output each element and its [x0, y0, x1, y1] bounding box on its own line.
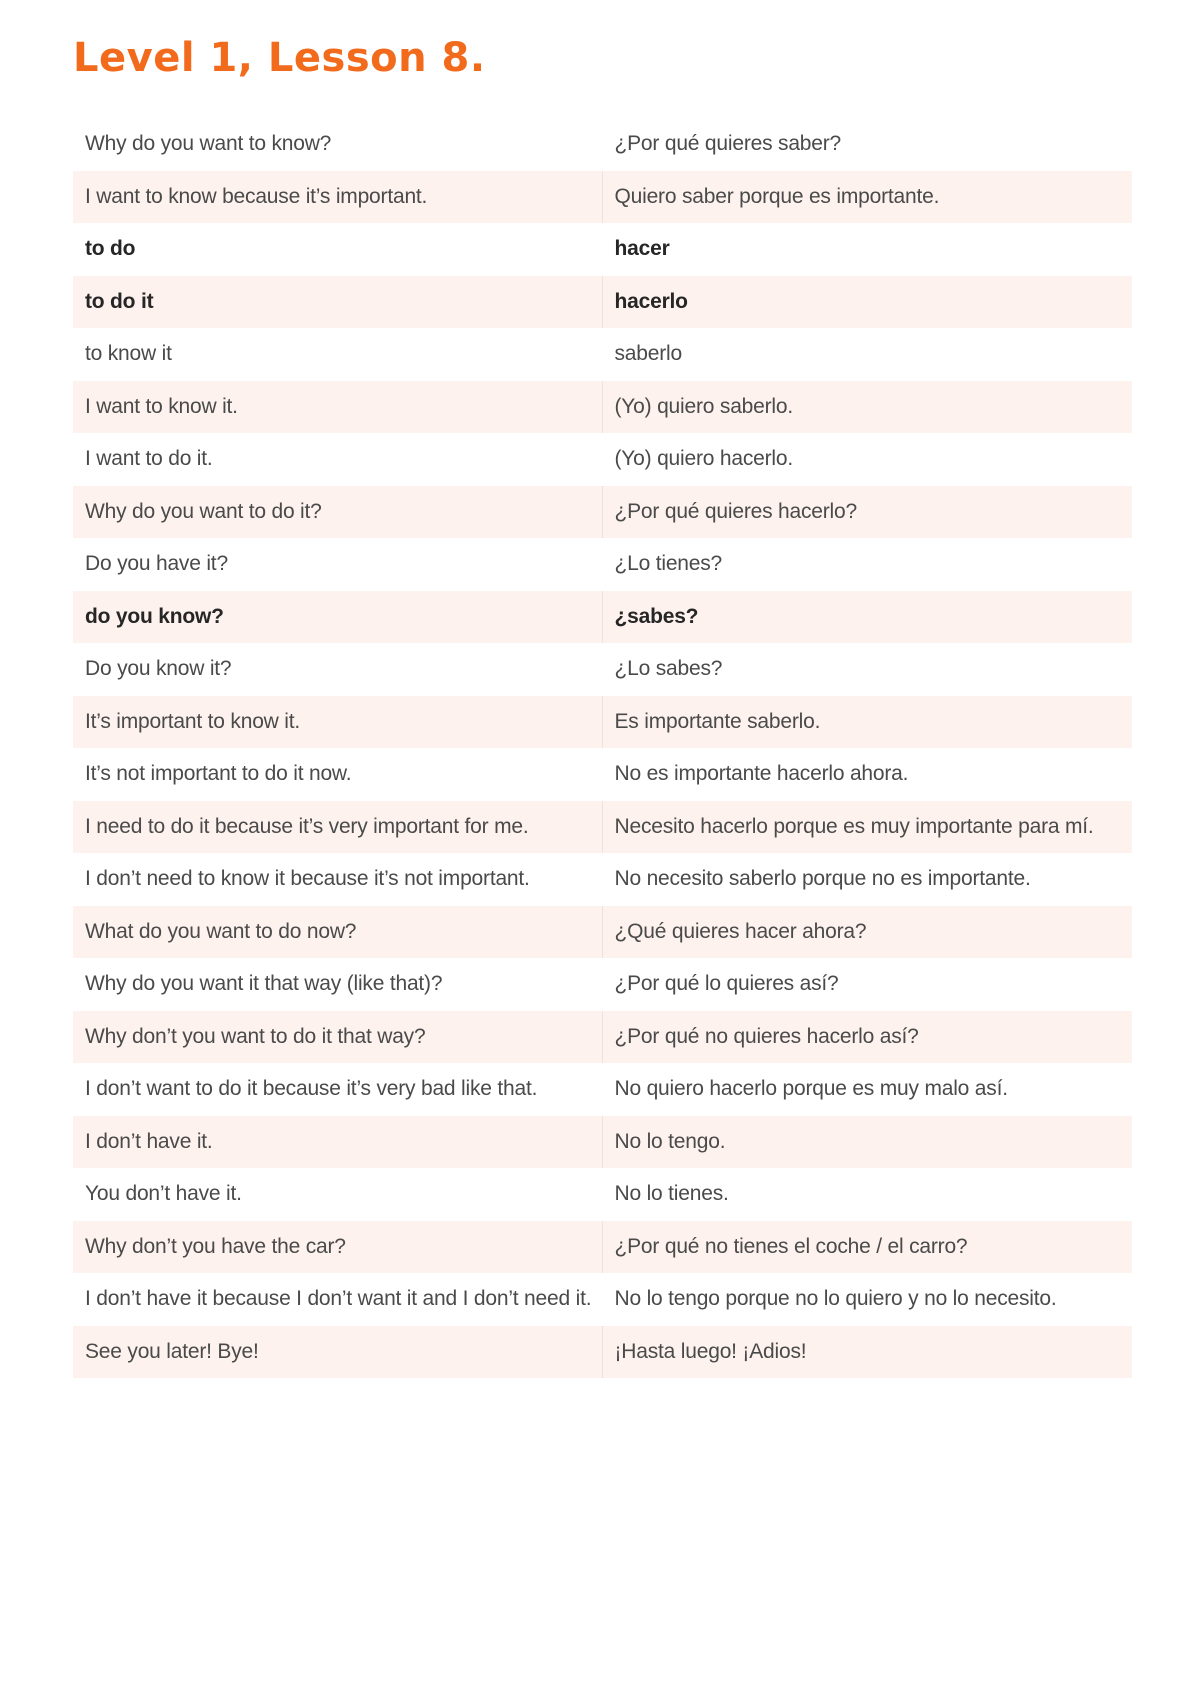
- table-row: [73, 591, 1132, 644]
- english-phrase: Do you know it?: [85, 657, 232, 681]
- english-phrase: Why do you want to know?: [85, 132, 332, 156]
- table-row: [73, 853, 1132, 906]
- spanish-phrase: Necesito hacerlo porque es muy importante para mí.: [602, 801, 1132, 854]
- table-row: [73, 1011, 1132, 1064]
- spanish-phrase: ¿Qué quieres hacer ahora?: [602, 906, 1132, 959]
- english-phrase: I want to do it.: [85, 447, 213, 471]
- spanish-phrase: ¿Por qué quieres hacerlo?: [602, 486, 1132, 539]
- english-phrase: It’s important to know it.: [73, 696, 602, 749]
- spanish-phrase: No lo tienes.: [602, 1168, 1132, 1221]
- spanish-phrase: ¿Por qué no quieres hacerlo así?: [602, 1011, 1132, 1064]
- table-row: [73, 486, 1132, 539]
- spanish-phrase: Es importante saberlo.: [602, 696, 1132, 749]
- spanish-phrase: No lo tengo porque no lo quiero y no lo necesito.: [602, 1273, 1132, 1326]
- table-row: [73, 328, 1132, 381]
- spanish-phrase: hacerlo: [602, 276, 1132, 329]
- english-phrase: to know it: [85, 342, 172, 366]
- table-row: [73, 958, 1132, 1011]
- english-phrase: I want to know it.: [73, 381, 602, 434]
- spanish-phrase: (Yo) quiero saberlo.: [602, 381, 1132, 434]
- spanish-phrase: ¿Por qué quieres saber?: [602, 118, 1132, 171]
- table-row: [73, 1168, 1132, 1221]
- spanish-phrase: Quiero saber porque es importante.: [602, 171, 1132, 224]
- table-row: [73, 1326, 1132, 1379]
- english-phrase: What do you want to do now?: [73, 906, 602, 959]
- english-phrase: It’s not important to do it now.: [85, 762, 352, 786]
- spanish-phrase: saberlo: [602, 328, 1132, 381]
- table-row: [73, 801, 1132, 854]
- spanish-phrase: No quiero hacerlo porque es muy malo así.: [602, 1063, 1132, 1116]
- table-row: [73, 1273, 1132, 1326]
- table-row: [73, 1221, 1132, 1274]
- english-phrase: Why do you want it that way (like that)?: [85, 972, 443, 996]
- table-row: [73, 118, 1132, 171]
- english-phrase: I want to know because it’s important.: [73, 171, 602, 224]
- english-phrase: Why don’t you have the car?: [73, 1221, 602, 1274]
- english-phrase: I don’t have it because I don’t want it and I don’t need it.: [85, 1287, 592, 1311]
- phrase-table: [73, 118, 1132, 1378]
- english-phrase: See you later! Bye!: [73, 1326, 602, 1379]
- page-title: Level 1, Lesson 8.: [73, 35, 486, 81]
- english-phrase: I don’t have it.: [73, 1116, 602, 1169]
- table-row: [73, 748, 1132, 801]
- spanish-phrase: No lo tengo.: [602, 1116, 1132, 1169]
- spanish-phrase: ¿Lo sabes?: [602, 643, 1132, 696]
- table-row: [73, 433, 1132, 486]
- phrase-table-body: [73, 118, 1132, 1378]
- english-phrase: Why don’t you want to do it that way?: [73, 1011, 602, 1064]
- table-row: [73, 696, 1132, 749]
- table-row: [73, 381, 1132, 434]
- english-phrase: I need to do it because it’s very important for me.: [73, 801, 602, 854]
- table-row: [73, 906, 1132, 959]
- spanish-phrase: ¿sabes?: [602, 591, 1132, 644]
- english-phrase: to do it: [73, 276, 602, 329]
- spanish-phrase: ¡Hasta luego! ¡Adios!: [602, 1326, 1132, 1379]
- spanish-phrase: ¿Por qué no tienes el coche / el carro?: [602, 1221, 1132, 1274]
- table-row: [73, 643, 1132, 696]
- english-phrase: to do: [85, 237, 136, 261]
- english-phrase: Why do you want to do it?: [73, 486, 602, 539]
- spanish-phrase: No es importante hacerlo ahora.: [602, 748, 1132, 801]
- english-phrase: do you know?: [73, 591, 602, 644]
- table-row: [73, 1116, 1132, 1169]
- english-phrase: You don’t have it.: [85, 1182, 242, 1206]
- english-phrase: I don’t want to do it because it’s very bad like that.: [85, 1077, 538, 1101]
- english-phrase: Do you have it?: [85, 552, 228, 576]
- spanish-phrase: No necesito saberlo porque no es importante.: [602, 853, 1132, 906]
- table-row: [73, 223, 1132, 276]
- spanish-phrase: ¿Por qué lo quieres así?: [602, 958, 1132, 1011]
- spanish-phrase: ¿Lo tienes?: [602, 538, 1132, 591]
- table-row: [73, 538, 1132, 591]
- spanish-phrase: (Yo) quiero hacerlo.: [602, 433, 1132, 486]
- spanish-phrase: hacer: [602, 223, 1132, 276]
- table-row: [73, 171, 1132, 224]
- table-row: [73, 1063, 1132, 1116]
- english-phrase: I don’t need to know it because it’s not important.: [85, 867, 530, 891]
- table-row: [73, 276, 1132, 329]
